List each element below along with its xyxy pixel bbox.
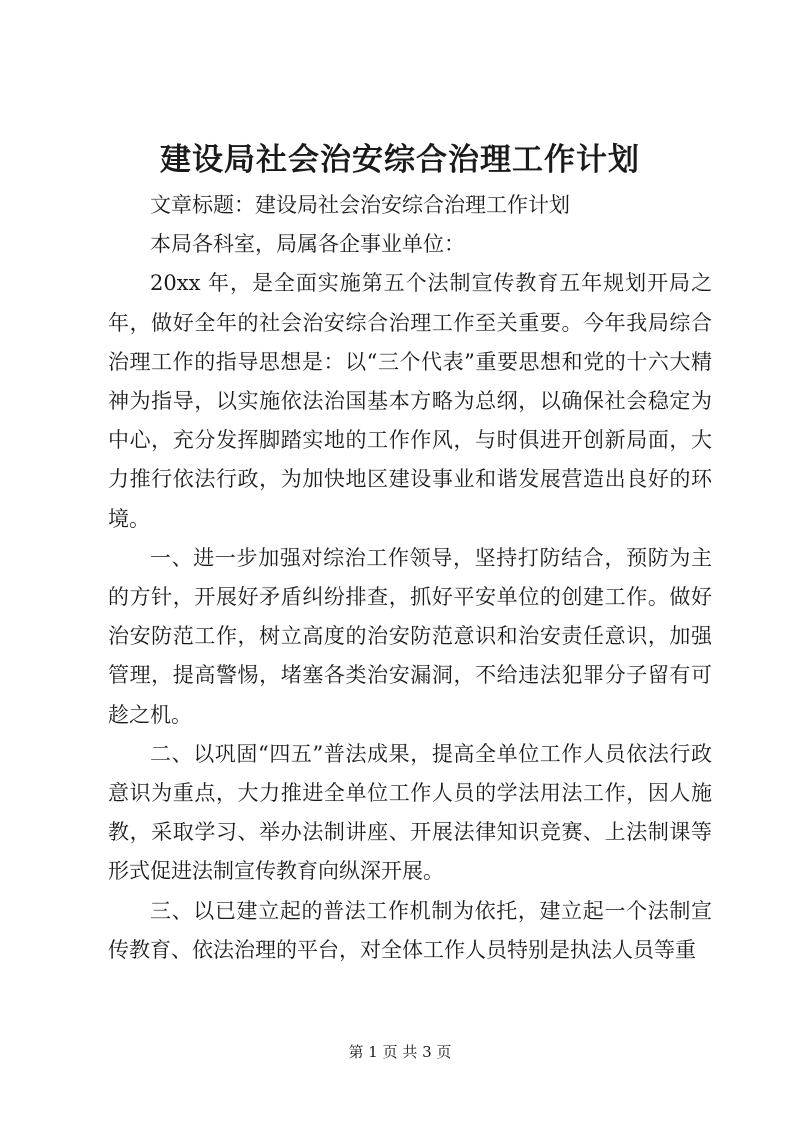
paragraph-intro: 20xx 年，是全面实施第五个法制宣传教育五年规划开局之年，做好全年的社会治安综合治理工作至关重要。今年我局综合治理工作的指导思想是：以“三个代表”重要思想和党的十六大精神为指导，以实施依法治国基本方略为总纲，以确保社会稳定为中心，充分发挥脚踏实地的工作作风，与时俱进开创新局面，大力推行依法行政，为加快地区建设事业和谐发展营造出良好的环境。 [108,271,712,531]
page-number-footer: 第 1 页 共 3 页 [348,1043,452,1061]
paragraph-item-3: 三、以已建立起的普法工作机制为依托，建立起一个法制宣传教育、依法治理的平台，对全体工作人员特别是执法人员等重 [108,898,712,962]
paragraph-item-1: 一、进一步加强对综治工作领导，坚持打防结合，预防为主的方针，开展好矛盾纠纷排查，抓好平安单位的创建工作。做好治安防范工作，树立高度的治安防范意识和治安责任意识，加强管理，提高警惕，堵塞各类治安漏洞，不给违法犯罪分子留有可趁之机。 [108,545,712,727]
document-title: 建设局社会治安综合治理工作计划 [160,142,640,178]
document-body [108,186,712,970]
article-title-line: 文章标题：建设局社会治安综合治理工作计划 [150,193,570,217]
salutation: 本局各科室，局属各企事业单位： [150,232,465,257]
paragraph-item-2: 二、以巩固“四五”普法成果，提高全单位工作人员依法行政意识为重点，大力推进全单位工作人员的学法用法工作，因人施教，采取学习、举办法制讲座、开展法律知识竞赛、上法制课等形式促进法制宣传教育向纵深开展。 [108,741,712,884]
